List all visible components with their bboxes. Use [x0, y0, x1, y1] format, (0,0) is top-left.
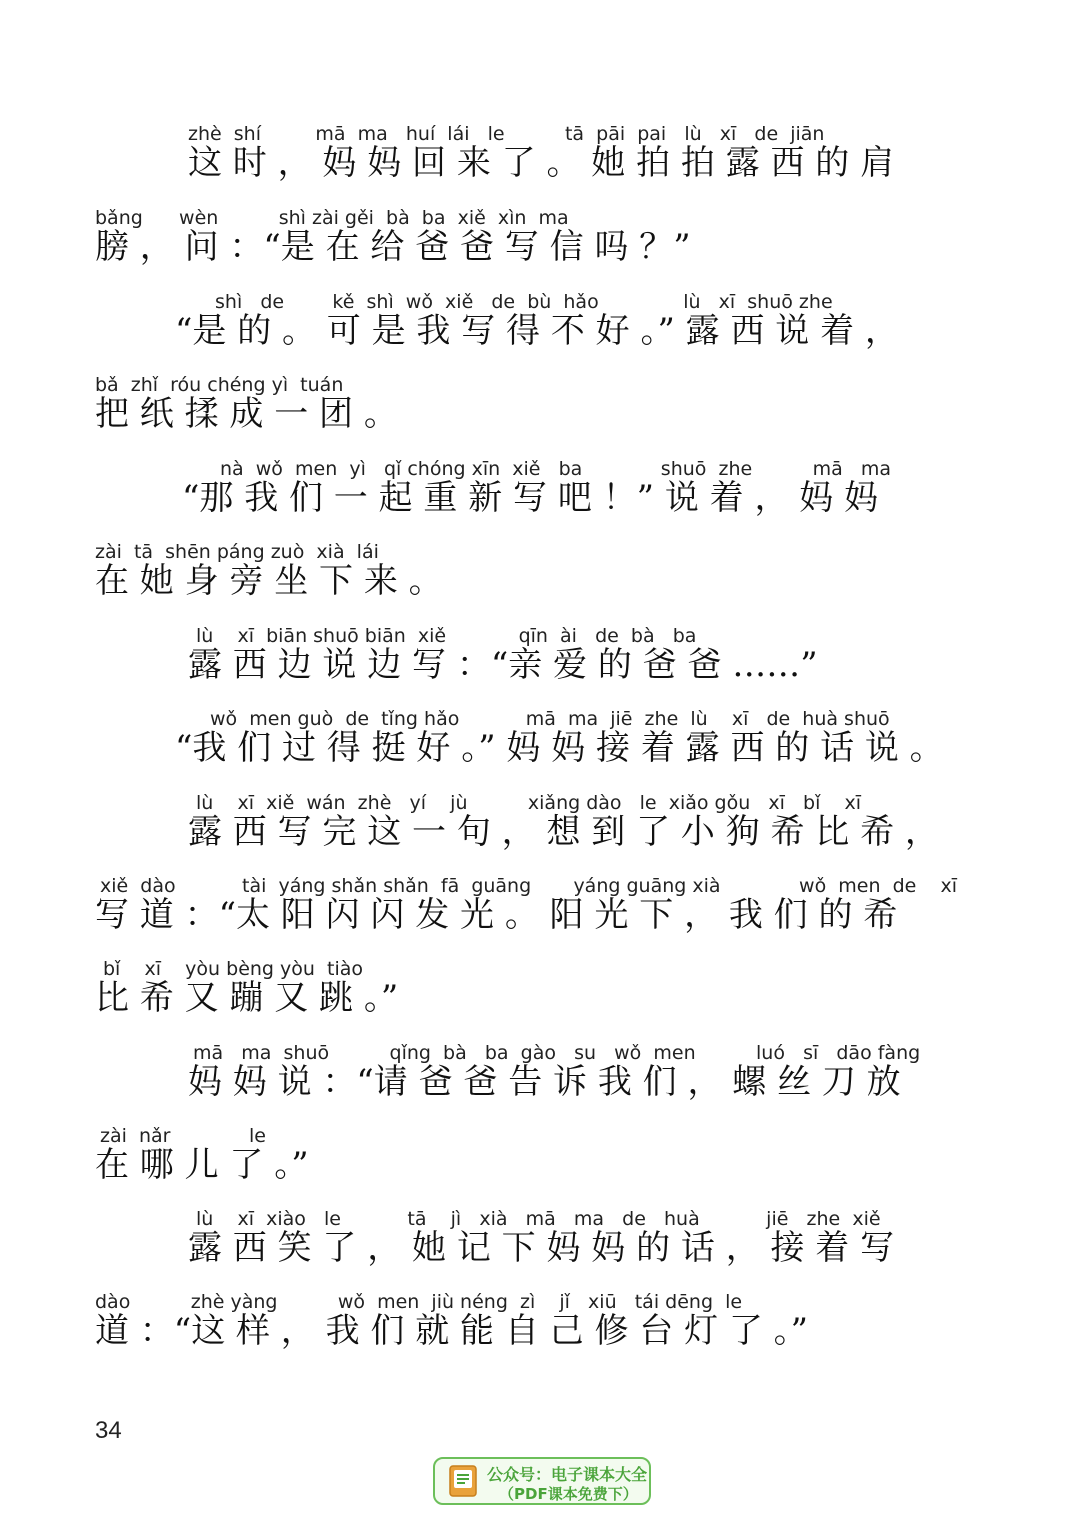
- pinyin-row: zài tā shēn páng zuò xià lái: [95, 541, 379, 563]
- watermark-line2: （PDF课本免费下）: [499, 1485, 638, 1503]
- pinyin-row: dào zhè yàng wǒ men jiù néng zì jǐ xiū tái dēng le: [95, 1291, 743, 1313]
- pinyin-row: xiě dào tài yáng shǎn shǎn fā guāng yáng guāng xià wǒ men de xī: [100, 875, 958, 897]
- page-number: 34: [95, 1417, 122, 1444]
- pinyin-row: mā ma shuō qǐng bà ba gào su wǒ men luó sī dāo fàng: [193, 1042, 921, 1064]
- pinyin-row: bǐ xī yòu bèng yòu tiào: [103, 958, 364, 980]
- hanzi-row: 比 希 又 蹦 又 跳 。”: [95, 978, 399, 1018]
- hanzi-row: 在 哪 儿 了 。”: [95, 1145, 309, 1185]
- pinyin-row: zhè shí mā ma huí lái le tā pāi pai lù xī de jiān: [188, 123, 825, 145]
- pinyin-row: bǎ zhǐ róu chéng yì tuán: [95, 374, 344, 396]
- watermark-line1: 公众号：电子课本大全: [487, 1465, 648, 1484]
- watermark-badge: [433, 1457, 651, 1505]
- pinyin-row: zài nǎr le: [100, 1125, 266, 1147]
- hanzi-row: 露 西 边 说 边 写 ：“亲 爱 的 爸 爸 ……”: [188, 645, 818, 685]
- pinyin-row: lù xī xiào le tā jì xià mā ma de huà jiē zhe xiě: [196, 1208, 881, 1230]
- hanzi-row: 这 时 ， 妈 妈 回 来 了 。 她 拍 拍 露 西 的 肩: [188, 143, 895, 183]
- pinyin-row: wǒ men guò de tǐng hǎo mā ma jiē zhe lù xī de huà shuō: [210, 708, 890, 730]
- hanzi-row: 膀 ， 问 ：“是 在 给 爸 爸 写 信 吗 ？”: [95, 227, 691, 267]
- hanzi-row: 在 她 身 旁 坐 下 来 。: [95, 561, 443, 601]
- pinyin-row: nà wǒ men yì qǐ chóng xīn xiě ba shuō zhe mā ma: [220, 458, 892, 480]
- hanzi-row: 露 西 写 完 这 一 句 ， 想 到 了 小 狗 希 比 希 ，: [188, 812, 939, 852]
- hanzi-row: 道 ：“这 样 ， 我 们 就 能 自 己 修 台 灯 了 。”: [95, 1311, 809, 1351]
- hanzi-row: 露 西 笑 了 ， 她 记 下 妈 妈 的 话 ， 接 着 写: [188, 1228, 895, 1268]
- hanzi-row: 妈 妈 说 ：“请 爸 爸 告 诉 我 们 ， 螺 丝 刀 放: [188, 1062, 901, 1102]
- hanzi-row: 写 道 ：“太 阳 闪 闪 发 光 。 阳 光 下 ， 我 们 的 希: [95, 895, 898, 935]
- pinyin-row: shì de kě shì wǒ xiě de bù hǎo lù xī shuō zhe: [215, 291, 833, 313]
- hanzi-row: 把 纸 揉 成 一 团 。: [95, 394, 398, 434]
- book-logo-icon: [447, 1464, 481, 1500]
- hanzi-row: “是 的 。 可 是 我 写 得 不 好 。” 露 西 说 着 ，: [175, 311, 899, 351]
- hanzi-row: “那 我 们 一 起 重 新 写 吧 ！” 说 着 ， 妈 妈: [182, 478, 879, 518]
- pinyin-row: lù xī biān shuō biān xiě qīn ài de bà ba: [196, 625, 697, 647]
- hanzi-row: “我 们 过 得 挺 好 。” 妈 妈 接 着 露 西 的 话 说 。: [175, 728, 944, 768]
- pinyin-row: lù xī xiě wán zhè yí jù xiǎng dào le xiǎo gǒu xī bǐ xī: [196, 792, 862, 814]
- pinyin-row: bǎng wèn shì zài gěi bà ba xiě xìn ma: [95, 207, 569, 229]
